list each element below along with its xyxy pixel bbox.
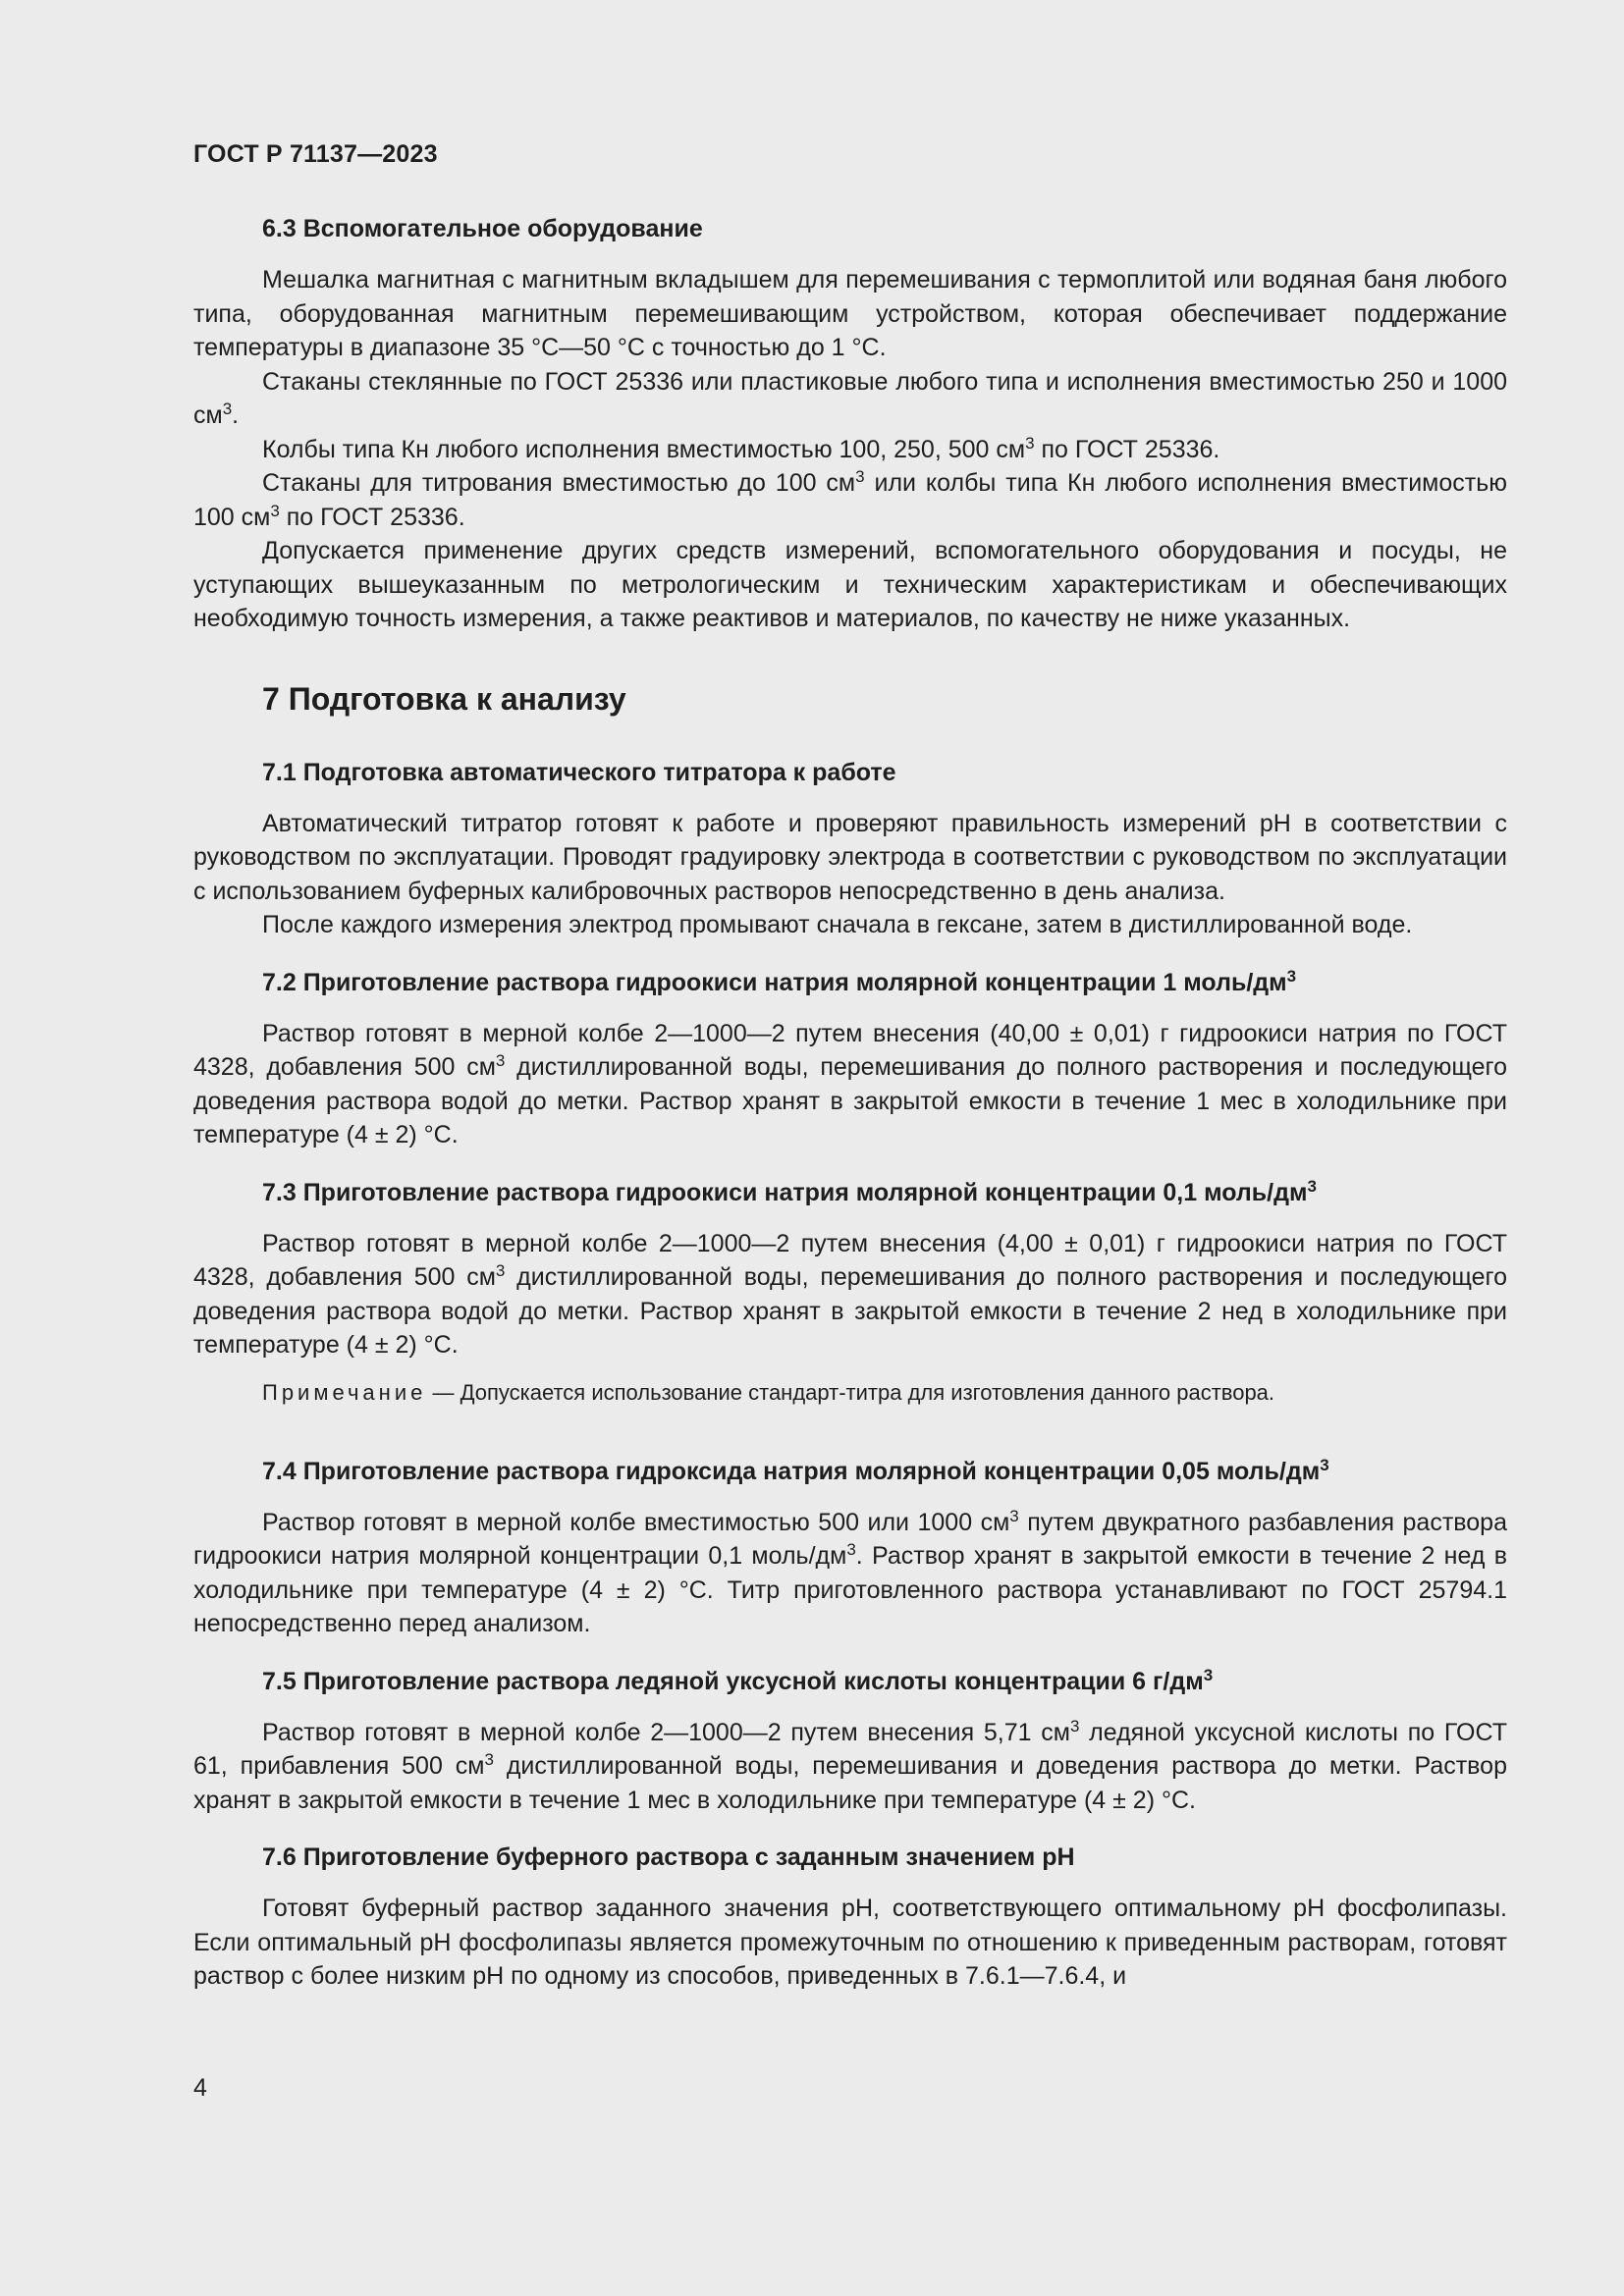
superscript: 3 <box>1320 1455 1329 1474</box>
superscript: 3 <box>270 501 280 520</box>
section-7-4-heading <box>193 1455 1507 1488</box>
section-7-6-heading: 7.6 Приготовление буферного раствора с заданным значением рН <box>262 1843 1075 1871</box>
section-6-3-paragraph-4 <box>193 466 1507 534</box>
note-label: Примечание <box>262 1379 427 1405</box>
section-7-1-paragraph-2: После каждого измерения электрод промывают сначала в гексане, затем в дистиллированной воде. <box>262 911 1413 938</box>
section-7-2-heading <box>193 966 1507 999</box>
section-7-3-heading <box>193 1176 1507 1209</box>
section-7-3-paragraph-1 <box>193 1227 1507 1362</box>
superscript: 3 <box>846 1540 856 1559</box>
text-run: дистиллированной воды, перемешивания до полного растворения и последующего доведения раствора водой до метки. Раствор хранят в закрытой емкости в течение 2 нед в холодильнике при температуре (4 ± 2) °С. <box>193 1263 1507 1359</box>
section-7-5-heading <box>193 1665 1507 1698</box>
section-6-3-paragraph-1: Мешалка магнитная с магнитным вкладышем для перемешивания с термоплитой или водяная баня любого типа, оборудованная магнитным перемешивающим устройством, которая обеспечивает поддержание температуры в диапазоне 35 °С—50 °С с точностью до 1 °С. <box>193 266 1507 361</box>
heading-text: 7.4 Приготовление раствора гидроксида натрия молярной концентрации 0,05 моль/дм <box>262 1457 1321 1485</box>
text-run: Раствор готовят в мерной колбе 2—1000—2 путем внесения (4,00 ± 0,01) г гидроокиси натрия по ГОСТ 4328, добавления 500 см <box>193 1229 1507 1291</box>
superscript: 3 <box>855 467 865 486</box>
superscript: 3 <box>1286 966 1297 986</box>
section-7-heading: 7 Подготовка к анализу <box>262 680 626 717</box>
section-7-1-paragraph-1: Автоматический титратор готовят к работе и проверяют правильность измерений рН в соответствии с руководством по эксплуатации. Проводят градуировку электрода в соответствии с руководством по эксплуатации с использованием буферных калибровочных растворов непосредственно в день анализа. <box>193 809 1507 905</box>
text-run: Колбы типа Кн любого исполнения вместимостью 100, 250, 500 см <box>262 435 1026 463</box>
text-run: по ГОСТ 25336. <box>1034 435 1220 463</box>
superscript: 3 <box>1009 1506 1019 1525</box>
note-text: — Допускается использование стандарт-титра для изготовления данного раствора. <box>426 1379 1275 1405</box>
section-7-3-note <box>193 1378 1507 1408</box>
text-run: . Раствор хранят в закрытой емкости в течение 2 нед в холодильнике при температуре (4 ± 2) °С. Титр приготовленного раствора устанавливают по ГОСТ 25794.1 непосредственно перед анализом. <box>193 1542 1507 1637</box>
text-run: дистиллированной воды, перемешивания и доведения раствора до метки. Раствор хранят в закрытой емкости в течение 1 мес в холодильнике при температуре (4 ± 2) °С. <box>193 1752 1507 1814</box>
heading-text: 7.5 Приготовление раствора ледяной уксусной кислоты концентрации 6 г/дм <box>262 1667 1204 1695</box>
document-page <box>193 137 1507 1994</box>
document-code: ГОСТ Р 71137—2023 <box>193 140 438 168</box>
superscript: 3 <box>495 1261 506 1280</box>
text-run: или колбы типа Кн любого исполнения вместимостью 100 см <box>193 469 1507 531</box>
heading-text: 7.2 Приготовление раствора гидроокиси натрия молярной концентрации 1 моль/дм <box>262 968 1287 996</box>
superscript: 3 <box>1025 433 1035 453</box>
text-run: Раствор готовят в мерной колбе 2—1000—2 путем внесения 5,71 см <box>262 1718 1070 1746</box>
section-7-6-paragraph-1: Готовят буферный раствор заданного значения рН, соответствующего оптимальному рН фосфолипазы. Если оптимальный рН фосфолипазы является промежуточным по отношению к приведенным растворам, готовят раствор с более низким рН по одному из способов, приведенных в 7.6.1—7.6.4, и <box>193 1895 1507 1990</box>
text-run: дистиллированной воды, перемешивания до полного растворения и последующего доведения раствора водой до метки. Раствор хранят в закрытой емкости в течение 1 мес в холодильнике при температуре (4 ± 2) °С. <box>193 1053 1507 1148</box>
text-run: ледяной уксусной кислоты по ГОСТ 61, прибавления 500 см <box>193 1718 1507 1780</box>
section-6-3-paragraph-2 <box>193 365 1507 433</box>
section-7-5-paragraph-1 <box>193 1716 1507 1818</box>
section-7-2-paragraph-1 <box>193 1017 1507 1152</box>
page-number: 4 <box>193 2074 207 2102</box>
section-6-3-heading: 6.3 Вспомогательное оборудование <box>262 215 703 242</box>
superscript: 3 <box>484 1750 494 1769</box>
text-run: путем двукратного разбавления раствора гидроокиси натрия молярной концентрации 0,1 моль/дм <box>193 1508 1507 1570</box>
text-run: . <box>232 401 240 429</box>
superscript: 3 <box>1307 1176 1317 1196</box>
text-run: Раствор готовят в мерной колбе 2—1000—2 путем внесения (40,00 ± 0,01) г гидроокиси натрия по ГОСТ 4328, добавления 500 см <box>193 1019 1507 1081</box>
text-run: Стаканы для титрования вместимостью до 100 см <box>262 469 856 497</box>
superscript: 3 <box>1069 1716 1080 1735</box>
text-run: по ГОСТ 25336. <box>279 503 465 531</box>
superscript: 3 <box>222 400 233 418</box>
section-7-4-paragraph-1 <box>193 1506 1507 1641</box>
section-6-3-paragraph-5: Допускается применение других средств измерений, вспомогательного оборудования и посуды, не уступающих вышеуказанным по метрологическим и техническим характеристикам и обеспечивающих необходимую точность измерения, а также реактивов и материалов, по качеству не ниже указанных. <box>193 537 1507 632</box>
section-7-1-heading: 7.1 Подготовка автоматического титратора к работе <box>262 758 896 786</box>
text-run: Раствор готовят в мерной колбе вместимостью 500 или 1000 см <box>262 1508 1010 1536</box>
superscript: 3 <box>495 1051 506 1070</box>
heading-text: 7.3 Приготовление раствора гидроокиси натрия молярной концентрации 0,1 моль/дм <box>262 1178 1308 1206</box>
section-6-3-paragraph-3 <box>193 433 1507 467</box>
text-run: Стаканы стеклянные по ГОСТ 25336 или пластиковые любого типа и исполнения вместимостью 250 и 1000 см <box>193 367 1507 429</box>
superscript: 3 <box>1203 1665 1214 1684</box>
